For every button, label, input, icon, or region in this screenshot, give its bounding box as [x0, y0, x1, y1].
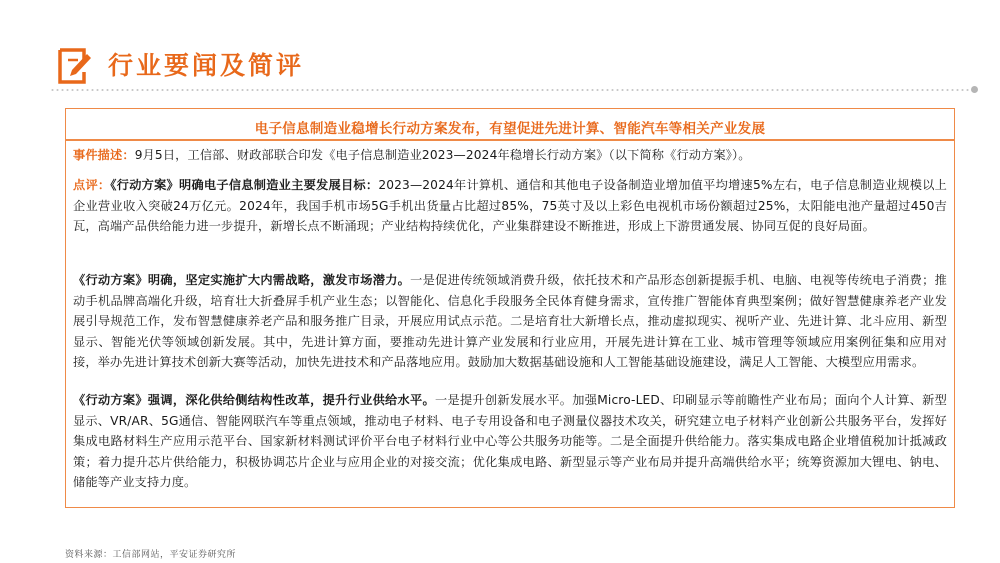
news-headline: 电子信息制造业稳增长行动方案发布，有望促进先进计算、智能汽车等相关产业发展: [254, 121, 766, 137]
demand-paragraph: [73, 270, 947, 373]
demand-lead: 《行动方案》明确，坚定实施扩大内需战略，激发市场潜力。: [73, 273, 411, 287]
news-box: [65, 108, 955, 508]
source-note: 资料来源：工信部网站，平安证券研究所: [65, 550, 237, 560]
demand-text: 一是促进传统领域消费升级，依托技术和产品形态创新提振手机、电脑、电视等传统电子消费；推动手机品牌高端化升级，培育壮大折叠屏手机产业生态；以智能化、信息化手段服务全民体育健身需求，宣传推广智能体育典型案例；做好智慧健康养老产业发展引导规范工作，发布智慧健康养老产品和服务推广目录，开展应用试点示范。二是培育壮大新增长点，推动虚拟现实、视听产业、先进计算、北斗应用、新型显示、智能光伏等领域创新发展。其中，先进计算方面，要推动先进计算产业发展和行业应用，开展先进计算在工业、城市管理等领域应用案例征集和应用对接，举办先进计算技术创新大赛等活动，加快先进技术和产品落地应用。鼓励加大数据基础设施和人工智能基础设施建设，满足人工智能、大模型应用需求。: [73, 273, 947, 370]
event-text: 9月5日，工信部、财政部联合印发《电子信息制造业2023—2024年稳增长行动方案》（以下简称《行动方案》）。: [134, 148, 751, 162]
comment-label: 点评：: [73, 178, 111, 192]
pencil-note-icon: [56, 46, 94, 86]
supply-text: 一是提升创新发展水平。加强Micro-LED、印刷显示等前瞻性产业布局；面向个人计算、新型显示、VR/AR、5G通信、智能网联汽车等重点领域，推动电子材料、电子专用设备和电子测量仪器技术攻关，研究建立电子材料产业创新公共服务平台，发挥好集成电路材料生产应用示范平台、国家新材料测试评价平台电子材料行业中心等公共服务功能等。二是全面提升供给能力。落实集成电路企业增值税加计抵减政策；着力提升芯片供给能力，积极协调芯片企业与应用企业的对接交流；优化集成电路、新型显示等产业布局并提升高端供给水平；统筹资源加大锂电、钠电、储能等产业支持力度。: [73, 393, 947, 490]
section-header: [56, 44, 304, 88]
dotted-divider: [50, 89, 976, 91]
comment-lead: 《行动方案》明确电子信息制造业主要发展目标：: [110, 178, 379, 192]
comment-paragraph: [73, 175, 947, 237]
supply-lead: 《行动方案》强调，深化供给侧结构性改革，提升行业供给水平。: [73, 393, 435, 407]
supply-paragraph: [73, 390, 947, 493]
comment-text: 2023—2024年计算机、通信和其他电子设备制造业增加值平均增速5%左右，电子信息制造业规模以上企业营业收入突破24万亿元。2024年，我国手机市场5G手机出货量占比超过85%，75英寸及以上彩色电视机市场份额超过25%，太阳能电池产量超过450吉瓦，高端产品供给能力进一步提升，新增长点不断涌现；产业结构持续优化，产业集群建设不断推进，形成上下游贯通发展、协同互促的良好局面。: [73, 178, 948, 234]
event-label: 事件描述：: [73, 148, 135, 162]
headline-divider: [66, 139, 954, 141]
divider-end-dot: [971, 86, 978, 93]
section-title: 行业要闻及简评: [108, 51, 305, 80]
event-paragraph: [73, 145, 947, 166]
